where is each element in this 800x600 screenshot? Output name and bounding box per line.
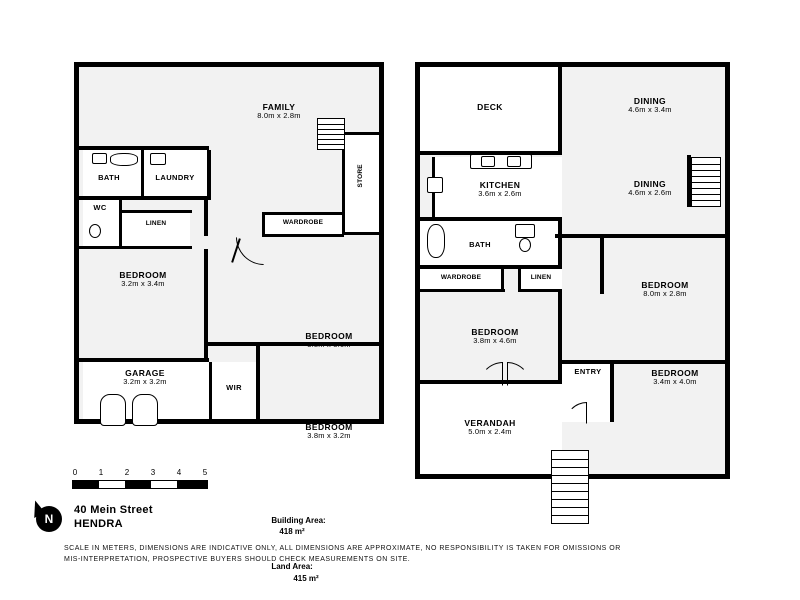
room-label-bath-lower: BATH [98,173,120,182]
wall-upper-mid-2 [600,234,604,294]
room-label-deck: DECK [477,102,503,112]
scale-tick-0: 0 [72,468,78,477]
wall-right [379,62,384,424]
scale-tick-3: 3 [150,468,156,477]
wall-wir-right [256,346,260,420]
scale-seg-2 [99,481,125,488]
scale-seg-4 [151,481,177,488]
laundry-tub [150,153,166,165]
wall-store-bottom [342,232,379,235]
car-space-left [100,394,126,426]
wall-wardrobe-top [262,212,344,215]
wall-entry-top [562,360,614,364]
room-label-dining-1: DINING 4.6m x 3.4m [628,96,672,115]
room-label-bedroom-2: BEDROOM [305,331,353,341]
disclaimer-text [64,543,764,565]
room-label-linen-lower: LINEN [145,220,167,227]
address-line-2: HENDRA [74,517,123,530]
disclaimer-line-1: SCALE IN METERS, DIMENSIONS ARE INDICATIVE ONLY, ALL DIMENSIONS ARE APPROXIMATE, NO RESPONSIBILITY IS TAKEN FOR OMISSIONS OR [64,545,621,552]
wall-linen-upper-bottom [518,289,562,292]
room-label-wardrobe-upper: WARDROBE [440,274,482,281]
room-label-bath-upper: BATH [469,240,491,249]
wall-linen-top [122,210,192,213]
room-label-wir: WIR [226,383,242,392]
scale-tick-5: 5 [202,468,208,477]
scale-bar-body [72,480,208,489]
wall-wardrobe-upper-bottom [420,289,505,292]
address-line-1: 40 Mein Street [74,504,153,516]
wall-upper-mid-4 [555,234,601,238]
building-area-label: Building Area: [271,515,326,525]
linen-fill [122,212,190,246]
wall-mid-vertical-2 [204,200,208,236]
building-area-value: 418 m² [279,527,305,537]
wall-stairs-upper-left [687,155,691,207]
stairs-external-bottom [551,450,589,524]
kitchen-bench [470,154,532,169]
scale-seg-3 [125,481,151,488]
basin-bath [92,153,107,164]
room-label-bedroom-3: BEDROOM 3.8m x 3.2m [305,422,353,441]
stairs-lower [317,118,345,150]
bathtub-upper [427,224,445,258]
room-label-store: STORE [357,164,365,188]
wall-linen-bottom [122,246,192,249]
scale-seg-1 [73,481,99,488]
wall-deck-right [558,67,562,155]
wall-right-upper [725,62,730,479]
kitchen-appliance [427,177,443,193]
compass-needle-icon [27,499,45,518]
property-address [74,504,274,532]
compass-label: N [44,512,54,526]
wall-bath-laundry-right [207,150,211,200]
room-label-wardrobe-lower: WARDROBE [282,219,324,226]
land-area-value: 415 m² [293,573,319,583]
scale-bar [72,468,208,489]
land-area-label: Land Area: [271,561,313,571]
scale-tick-1: 1 [98,468,104,477]
kitchen-sink-right [507,156,521,167]
wall-wardrobe-bottom [262,234,344,237]
room-label-laundry: LAUNDRY [155,173,195,182]
wall-bed3-top-upper [614,360,726,364]
wall-top [74,62,384,67]
wall-wc-bottom [79,246,122,249]
room-label-verandah: VERANDAH 5.0m x 2.4m [464,418,516,437]
kitchen-sink-left [481,156,495,167]
stairs-upper-right [691,157,721,207]
room-label-wc: WC [93,203,107,212]
toilet-upper [519,238,531,252]
scale-tick-4: 4 [176,468,182,477]
room-label-kitchen: KITCHEN 3.6m x 2.6m [478,180,522,199]
room-label-family: FAMILY 8.0m x 2.8m [257,102,301,121]
wall-left [74,62,79,424]
wall-bath-upper-right [558,221,562,269]
disclaimer-line-2: MIS-INTERPRETATION, PROSPECTIVE BUYERS SHOULD CHECK MEASUREMENTS ON SITE. [64,556,411,564]
room-label-bedroom-1: BEDROOM 3.2m x 3.4m [119,270,167,289]
compass-north-icon [36,506,62,532]
room-label-entry: ENTRY [574,367,602,376]
room-label-garage: GARAGE 3.2m x 3.2m [123,368,167,387]
scale-seg-5 [177,481,207,488]
upper-floor-plan [415,62,730,479]
bathtub [110,153,138,166]
wall-bedroom2-bottom [208,342,380,346]
wall-store-top [342,132,379,135]
vanity-upper [515,224,535,238]
room-label-dining-2: DINING 4.6m x 2.6m [628,179,672,198]
car-space-right [132,394,158,426]
room-label-bedroom-upper-2: BEDROOM 3.8m x 4.6m [471,327,519,346]
toilet-wc [89,224,101,238]
scale-ticks [72,468,208,477]
room-label-bedroom-upper-3: BEDROOM 3.4m x 4.0m [651,368,699,387]
wall-upper-row [600,234,726,238]
room-label-bedroom-upper-1: BEDROOM 8.0m x 2.8m [641,280,689,299]
scale-tick-2: 2 [124,468,130,477]
lower-floor-plan [74,62,384,441]
room-label-linen-upper: LINEN [530,274,552,281]
